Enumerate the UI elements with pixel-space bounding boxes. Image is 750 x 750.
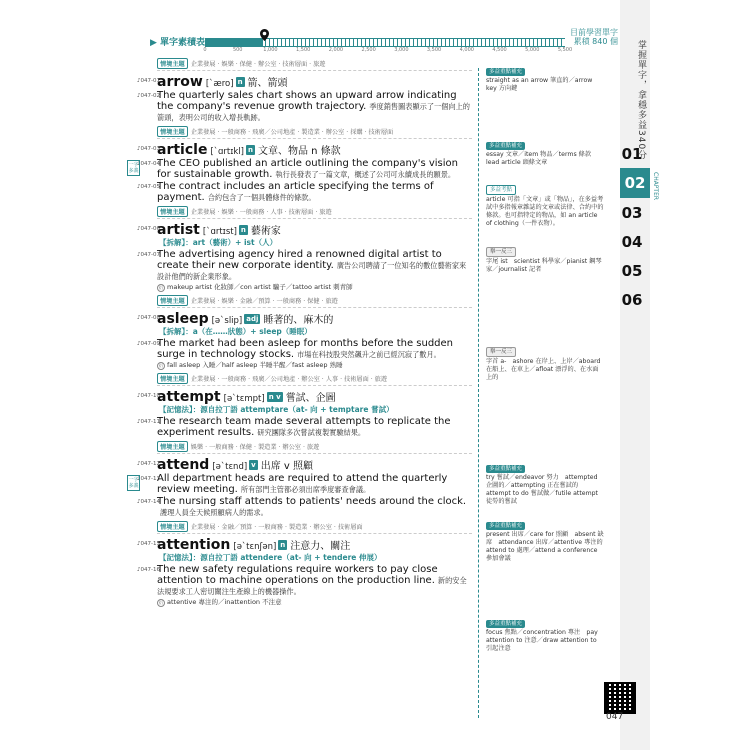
progress-tick: 5,000 bbox=[525, 47, 540, 53]
side-note bbox=[486, 185, 604, 228]
audio-track-number[interactable]: ♪047-16 bbox=[137, 567, 160, 573]
meaning: 文章、物品 n 條款 bbox=[257, 146, 341, 157]
theme-badge: 情境主題 bbox=[157, 58, 188, 69]
phonetic: [əˋtɛnd] bbox=[212, 462, 248, 472]
side-note bbox=[486, 465, 604, 506]
qr-code[interactable] bbox=[604, 682, 636, 714]
part-of-speech: n bbox=[280, 541, 286, 549]
side-note bbox=[486, 142, 604, 167]
vocab-progress bbox=[150, 28, 573, 58]
progress-tick: 5,500 bbox=[557, 47, 573, 53]
theme-badge: 情境主題 bbox=[157, 373, 188, 384]
example-sentence bbox=[137, 249, 472, 282]
note-badge: 多益考點 bbox=[486, 185, 516, 195]
theme-text: 娛樂 · 一般商務 · 保健 · 製造業 · 辦公室 · 旅遊 bbox=[190, 444, 320, 451]
collocation-text: attentive 專注的／inattention 不注意 bbox=[167, 598, 282, 606]
progress-tick: 4,500 bbox=[492, 47, 507, 53]
vocab-entries bbox=[128, 58, 472, 610]
example-chinese: 研究團隊多次嘗試複製實驗結果。 bbox=[257, 428, 366, 437]
note-text: straight as an arrow 筆直的／arrow key 方向鍵 bbox=[486, 77, 593, 92]
part-of-speech: adj bbox=[246, 315, 259, 323]
note-badge: 舉一反三 bbox=[486, 247, 516, 257]
audio-track-number[interactable]: ♪047-07 bbox=[137, 252, 160, 258]
count-value: 累積 840 個 bbox=[573, 37, 618, 46]
headword-row bbox=[137, 309, 472, 327]
example-chinese: 季度銷售圖表顯示了一個向上的箭頭，表明公司的收入增長軌跡。 bbox=[157, 102, 470, 122]
audio-track-number[interactable]: ♪047-13 bbox=[137, 476, 160, 482]
example-sentence bbox=[128, 473, 472, 495]
example-english: The CEO published an article outlining the company's vision for sustainable growth. bbox=[157, 158, 459, 180]
side-note bbox=[486, 68, 604, 93]
vocab-entry bbox=[128, 126, 472, 203]
example-chinese: 市場在科技股突然飆升之前已經沉寂了數月。 bbox=[297, 350, 441, 359]
audio-track-number[interactable]: ♪047-08 bbox=[137, 315, 160, 321]
headword-row bbox=[137, 535, 472, 553]
example-sentence bbox=[137, 181, 472, 203]
note-badge: 多益重點補充 bbox=[486, 620, 525, 628]
theme-text: 企業發展 · 娛樂 · 一般商務 · 人事 · 技術層面 · 旅遊 bbox=[190, 209, 332, 216]
phonetic: [ˋɑrtɪst] bbox=[202, 227, 237, 237]
theme-line bbox=[157, 441, 472, 454]
collocations bbox=[157, 361, 472, 370]
example-english: The research team made several attempts to replicate the experiment results. bbox=[157, 416, 451, 438]
theme-badge: 情境主題 bbox=[157, 521, 188, 532]
progress-tick: 2,500 bbox=[361, 47, 376, 53]
progress-tick: 1,000 bbox=[263, 47, 278, 53]
note-text: 字尾 ist scientist 科學家／pianist 鋼琴家／journalist 記者 bbox=[486, 258, 602, 273]
audio-track-number[interactable]: ♪047-02 bbox=[137, 93, 160, 99]
word-analysis: 【拆解】：a（在……狀態）+ sleep（睡眠） bbox=[159, 327, 312, 336]
example-sentence bbox=[137, 416, 472, 438]
note-text: article 可指「文章」或「物品」，在多益考試中多指報章雜誌的文章或法律、合約中的條款。也可指特定的物品，如 an article of clothing（一件衣物）。 bbox=[486, 196, 604, 227]
note-text: try 嘗試／endeavor 努力 attempted 企圖的／attempting 正在嘗試的 attempt to do 嘗試做／futile attempt 徒勞的嘗試 bbox=[486, 474, 598, 505]
chapter-tab-03[interactable]: 03 bbox=[621, 204, 643, 222]
headword: attend bbox=[157, 457, 210, 473]
audio-track-number[interactable]: ♪047-10 bbox=[137, 393, 160, 399]
book-title: 掌握單字，拿穩多益340分 bbox=[636, 40, 646, 161]
headword: asleep bbox=[157, 311, 209, 327]
note-badge: 舉一反三 bbox=[486, 347, 516, 357]
collocation-text: makeup artist 化妝師／con artist 騙子／tattoo artist 刺青師 bbox=[167, 283, 353, 291]
count-label: 目前學習單字 bbox=[570, 28, 618, 37]
progress-tick: 4,000 bbox=[459, 47, 474, 53]
polysemy-tag: 一字多義 bbox=[128, 162, 139, 174]
example-english: The market had been asleep for months before the sudden surge in technology stocks. bbox=[157, 338, 454, 360]
progress-tick: 0 bbox=[203, 47, 207, 53]
theme-text: 企業發展 · 娛樂 · 金融／預算 · 一般商務 · 保健 · 旅遊 bbox=[190, 298, 338, 305]
chapter-tab-04[interactable]: 04 bbox=[621, 233, 643, 251]
example-chinese: 護理人員全天候照顧病人的需求。 bbox=[160, 508, 268, 517]
headword-row bbox=[137, 387, 472, 405]
progress-tick: 3,000 bbox=[394, 47, 409, 53]
word-analysis: 【記憶法】：源自拉丁語 attemptare（at- 向 + temptare 嘗試） bbox=[159, 405, 394, 414]
side-note bbox=[486, 620, 604, 653]
audio-track-number[interactable]: ♪047-15 bbox=[137, 541, 160, 547]
meaning: 睡著的、麻木的 bbox=[263, 315, 334, 326]
headword: article bbox=[157, 142, 208, 158]
collocation-text: fall asleep 入睡／half asleep 半睡半醒／fast asleep 熟睡 bbox=[167, 361, 343, 369]
theme-badge: 情境主題 bbox=[157, 206, 188, 217]
example-english: The quarterly sales chart shows an upward arrow indicating the company's revenue growth trajectory. bbox=[157, 90, 457, 112]
progress-fill bbox=[205, 39, 263, 46]
note-badge: 多益重點補充 bbox=[486, 142, 525, 150]
example-sentence bbox=[137, 496, 472, 518]
vocab-entry bbox=[137, 58, 472, 123]
theme-line bbox=[157, 373, 472, 386]
phonetic: [əˋslip] bbox=[211, 316, 243, 326]
headword-row bbox=[137, 455, 472, 473]
phonetic: [əˋtɛmpt] bbox=[223, 394, 265, 404]
phonetic: [əˋtɛnʃən] bbox=[233, 542, 277, 552]
audio-track-number[interactable]: ♪047-04 bbox=[137, 161, 160, 167]
related-icon: 衍 bbox=[159, 363, 163, 368]
headword-row bbox=[137, 72, 472, 90]
audio-track-number[interactable]: ♪047-11 bbox=[137, 419, 160, 425]
example-english: All department heads are required to attend the quarterly review meeting. bbox=[157, 473, 448, 495]
example-chinese: 所有部門主管都必須出席季度審查會議。 bbox=[240, 485, 371, 494]
word-analysis: 【記憶法】：源自拉丁語 attendere（at- 向 + tendere 伸展） bbox=[159, 553, 382, 562]
theme-text: 企業發展 · 一般商務 · 飛廣／公司地產 · 辦公室 · 人事 · 技術層面 · 旅遊 bbox=[190, 376, 388, 383]
note-badge: 多益重點補充 bbox=[486, 68, 525, 76]
example-english: The advertising agency hired a renowned digital artist to create their new corporate identity. bbox=[157, 249, 442, 271]
progress-tick: 500 bbox=[232, 47, 243, 53]
word-count bbox=[570, 28, 618, 46]
chapter-tab-02[interactable]: 02 bbox=[620, 168, 650, 198]
vocab-entry bbox=[137, 295, 472, 370]
audio-track-number[interactable]: ♪047-14 bbox=[137, 499, 160, 505]
progress-tick: 1,500 bbox=[296, 47, 311, 53]
vocab-entry bbox=[137, 521, 472, 607]
meaning: 注意力、關注 bbox=[290, 541, 351, 552]
headword: arrow bbox=[157, 74, 203, 90]
note-text: focus 焦點／concentration 專注 pay attention to 注意／draw attention to 引起注意 bbox=[486, 629, 598, 652]
example-english: The new safety regulations require workers to pay close attention to machine operations on the production line. bbox=[157, 564, 438, 586]
theme-line bbox=[157, 126, 472, 139]
meaning: 嘗試、企圖 bbox=[285, 393, 336, 404]
example-english: The contract includes an article specifying the terms of payment. bbox=[157, 181, 434, 203]
note-text: essay 文章／item 物品／terms 條款 lead article 頭條文章 bbox=[486, 151, 598, 166]
audio-track-number[interactable]: ♪047-12 bbox=[137, 461, 160, 467]
note-badge: 多益重點補充 bbox=[486, 465, 525, 473]
theme-badge: 情境主題 bbox=[157, 126, 188, 137]
chapter-tab-01[interactable]: 01 bbox=[621, 145, 643, 163]
collocations bbox=[157, 598, 472, 607]
side-note bbox=[486, 522, 609, 563]
example-english: The nursing staff attends to patients' needs around the clock. bbox=[157, 496, 467, 507]
progress-tick: 2,000 bbox=[328, 47, 344, 53]
vocab-entry bbox=[137, 373, 472, 438]
example-chinese: 執行長發表了一篇文章，概述了公司可永續成長的願景。 bbox=[275, 170, 456, 179]
vocab-entry bbox=[137, 206, 472, 292]
progress-ticks bbox=[203, 47, 573, 55]
location-pin-icon bbox=[260, 26, 269, 45]
example-chinese: 新的安全法規要求工人密切關注生產線上的機器操作。 bbox=[157, 576, 467, 596]
audio-track-number[interactable]: ♪047-01 bbox=[137, 78, 160, 84]
vocab-entry bbox=[128, 441, 472, 518]
audio-track-number[interactable]: ♪047-05 bbox=[137, 184, 160, 190]
theme-line bbox=[157, 295, 472, 308]
theme-text: 企業發展 · 娛樂 · 保健 · 辦公室 · 技術層面 · 旅遊 bbox=[190, 61, 326, 68]
chapter-tab-06[interactable]: 06 bbox=[621, 291, 643, 309]
phonetic: [ˋɑrtɪkl] bbox=[210, 147, 244, 157]
theme-line bbox=[157, 206, 472, 219]
example-sentence bbox=[137, 90, 472, 123]
part-of-speech: n bbox=[240, 226, 246, 234]
note-badge: 多益重點補充 bbox=[486, 522, 525, 530]
note-text: present 出席／care for 照顧 absent 缺席 attendance 出席／attentive 專注的 attend to 處理／attend a conference 參加會議 bbox=[486, 531, 609, 562]
related-icon: 衍 bbox=[159, 285, 163, 290]
side-note bbox=[486, 347, 604, 382]
related-icon: 衍 bbox=[159, 600, 163, 605]
page-number: 047 bbox=[606, 712, 624, 722]
collocations bbox=[157, 283, 472, 292]
theme-badge: 情境主題 bbox=[157, 295, 188, 306]
part-of-speech: n v bbox=[268, 393, 281, 401]
note-text: 字首 a- ashore 在岸上、上岸／aboard 在船上、在車上／afloat 漂浮的、在水面上的 bbox=[486, 358, 601, 381]
side-note bbox=[486, 247, 604, 274]
part-of-speech: n bbox=[248, 146, 253, 154]
headword: attention bbox=[157, 537, 231, 553]
part-of-speech: n bbox=[237, 78, 243, 86]
audio-track-number[interactable]: ♪047-06 bbox=[137, 226, 160, 232]
headword-row bbox=[137, 220, 472, 238]
example-chinese: 合約包含了一個具體條件的條款。 bbox=[207, 193, 316, 202]
chapter-label: CHAPTER bbox=[652, 172, 659, 201]
meaning: 藝術家 bbox=[250, 226, 281, 237]
audio-track-number[interactable]: ♪047-09 bbox=[137, 341, 160, 347]
column-divider bbox=[478, 68, 479, 718]
theme-badge: 情境主題 bbox=[157, 441, 188, 452]
headword-row bbox=[137, 140, 472, 158]
example-sentence bbox=[137, 338, 472, 360]
headword: attempt bbox=[157, 389, 221, 405]
word-analysis: 【拆解】：art（藝術）+ ist（人） bbox=[159, 238, 278, 247]
progress-badge: ▶ 單字素積表 bbox=[150, 38, 206, 48]
progress-bar bbox=[205, 38, 565, 47]
audio-track-number[interactable]: ♪047-03 bbox=[137, 146, 160, 152]
theme-text: 企業發展 · 金融／預算 · 一般商務 · 製造業 · 辦公室 · 技術層面 bbox=[190, 524, 363, 531]
progress-tick: 3,500 bbox=[426, 47, 442, 53]
meaning: 箭、箭頭 bbox=[247, 78, 288, 89]
theme-text: 企業發展 · 一般商務 · 飛廣／公司地產 · 製造業 · 辦公室 · 採購 · 技術層面 bbox=[190, 129, 394, 136]
theme-line bbox=[157, 58, 472, 71]
meaning: 出席 v 照顧 bbox=[260, 461, 314, 472]
theme-line bbox=[157, 521, 472, 534]
example-sentence bbox=[128, 158, 472, 180]
polysemy-tag: 一字多義 bbox=[128, 477, 139, 489]
part-of-speech: v bbox=[251, 461, 256, 469]
headword: artist bbox=[157, 222, 200, 238]
chapter-tab-05[interactable]: 05 bbox=[621, 262, 643, 280]
phonetic: [ˋæro] bbox=[205, 79, 234, 89]
example-chinese: 廣告公司聘請了一位知名的數位藝術家來設計他們的新企業形象。 bbox=[157, 261, 467, 281]
example-sentence bbox=[137, 564, 472, 597]
